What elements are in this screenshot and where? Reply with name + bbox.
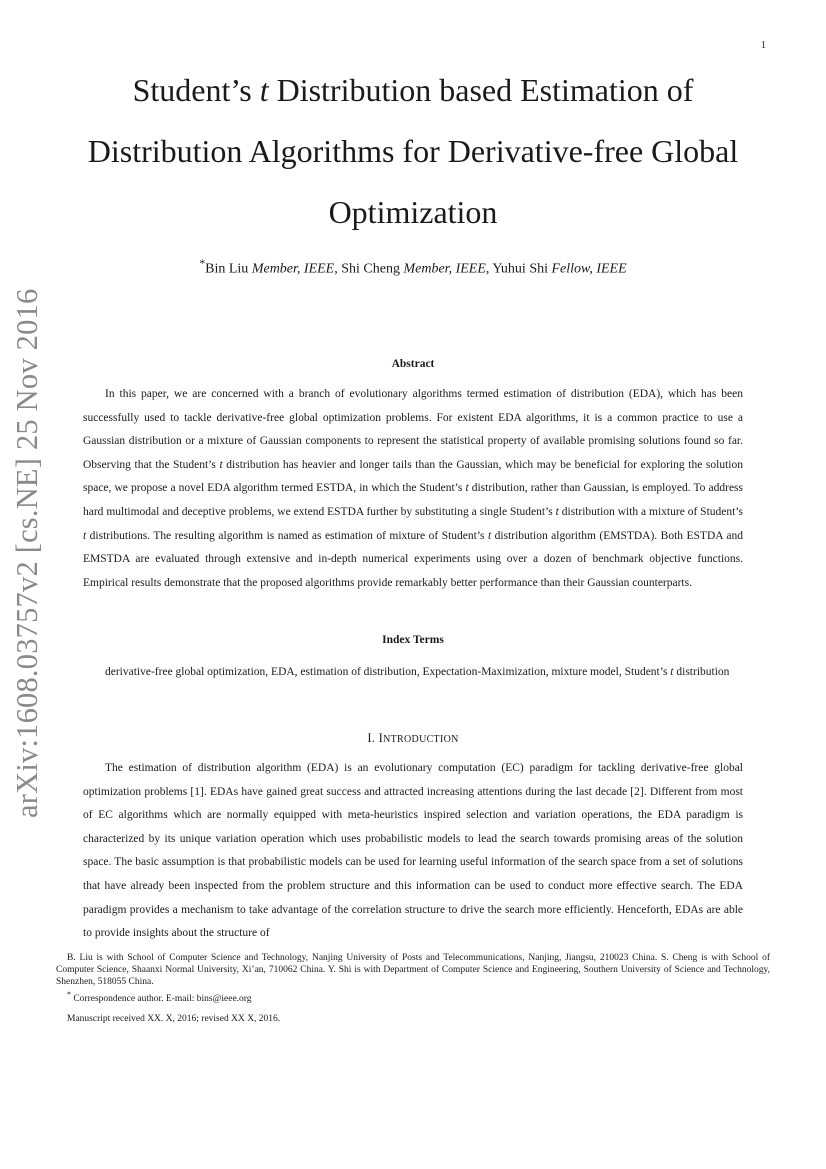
section-heading-introduction <box>83 731 743 746</box>
correspondence-text: Correspondence author. E-mail: bins@ieee.org <box>70 993 252 1004</box>
corresponding-mark: * <box>67 989 71 999</box>
title-line-3: Optimization <box>328 194 498 230</box>
corresponding-mark: * <box>199 257 206 270</box>
section-title-initial: I <box>378 731 384 745</box>
page-number: 1 <box>761 40 766 51</box>
t-symbol: t <box>670 666 674 678</box>
t-symbol: t <box>83 529 87 542</box>
abstract-text: distribution algorithm (EMSTDA). Both ESTDA and EMSTDA are evaluated through extensive and in-depth numerical experiments using over a dozen of benchmark objective functions. Empirical results demonstrate that the proposed algorithms provide remarkably better performance than their Gaussian counterparts. <box>83 529 744 589</box>
paper-title <box>40 60 786 243</box>
abstract-text: distributions. The resulting algorithm is named as estimation of mixture of Student’s <box>86 529 488 542</box>
t-symbol: t <box>487 529 492 542</box>
t-symbol: t <box>555 505 559 518</box>
author-role: Member, IEEE <box>251 261 335 277</box>
index-terms-text: distribution <box>673 666 730 678</box>
author-list <box>40 257 786 278</box>
section-number: I. <box>367 731 379 745</box>
title-line-2: Distribution Algorithms for Derivative-free Global <box>87 133 739 169</box>
introduction-paragraph: The estimation of distribution algorithm (EDA) is an evolutionary computation (EC) paradigm for tackling derivative-free global optimization problems [1]. EDAs have gained great success and attracted increasing attentions during the last decade [2]. Different from most of EC algorithms which are normally equipped with meta-heuristics inspired selection and variation operations, the EDA paradigm is characterized by its unique variation operation which uses probabilistic models to lead the search towards promising areas of the solution space. The basic assumption is that probabilistic models can be used for learning useful information of the search space from a set of solutions that have already been inspected from the problem structure and this information can be used to conduct more effective search. The EDA paradigm provides a mechanism to take advantage of the correlation structure to drive the search more efficiently. Henceforth, EDAs are able to provide insights about the structure of <box>83 762 743 940</box>
author-role: Fellow, IEEE <box>551 261 627 277</box>
abstract-text: distribution with a mixture of Student’s <box>558 505 743 518</box>
author-name: Bin Liu <box>205 261 252 277</box>
index-terms-heading: Index Terms <box>382 634 444 646</box>
title-text: Student’s <box>132 72 260 108</box>
title-t-symbol: t <box>259 72 269 108</box>
section-title-smallcaps: NTRODUCTION <box>383 734 459 745</box>
footnote-manuscript: Manuscript received XX. X, 2016; revised XX X, 2016. <box>67 1013 281 1024</box>
author-name: , Shi Cheng <box>334 261 404 277</box>
t-symbol: t <box>219 458 223 471</box>
abstract-body <box>83 383 743 595</box>
abstract-text: In this paper, we are concerned with a branch of evolutionary algorithms termed estimation of distribution (EDA), which has been successfully used to tackle derivative-free global optimization problems. For existent EDA algorithms, it is a common practice to use a Gaussian distribution or a mixture of Gaussian components to represent the statistical property of available promising solutions found so far. Observing that the Student’s <box>83 388 743 471</box>
abstract-text: distribution has heavier and longer tails than the Gaussian, which may be beneficial for exploring the solution space, we propose a novel EDA algorithm termed ESTDA, in which the Student’s <box>83 458 743 495</box>
footnote-correspondence <box>56 989 770 1005</box>
t-symbol: t <box>465 482 469 495</box>
title-line-1 <box>40 60 786 121</box>
author-role: Member, IEEE <box>403 261 486 277</box>
index-terms-text: derivative-free global optimization, EDA, estimation of distribution, Expectation-Maximization, mixture model, Student’s <box>105 666 671 678</box>
author-name: , Yuhui Shi <box>485 261 552 277</box>
abstract-heading: Abstract <box>391 358 435 370</box>
index-terms-body <box>83 661 743 685</box>
title-text: Distribution based Estimation of <box>268 72 694 108</box>
footnotes <box>56 952 770 1025</box>
footnote-affiliations: B. Liu is with School of Computer Science and Technology, Nanjing University of Posts and Telecommunications, Nanjing, Jiangsu, 210023 China. S. Cheng is with School of Computer Science, Shaanxi Normal University, Xi’an, 710062 China. Y. Shi is with Department of Computer Science and Engineering, Southern University of Science and Technology, Shenzhen, 518055 China. <box>56 953 770 988</box>
abstract-text: distribution, rather than Gaussian, is employed. To address hard multimodal and deceptive problems, we extend ESTDA further by substituting a single Student’s <box>83 482 743 518</box>
arxiv-stamp: arXiv:1608.03757v2 [cs.NE] 25 Nov 2016 <box>10 288 44 818</box>
